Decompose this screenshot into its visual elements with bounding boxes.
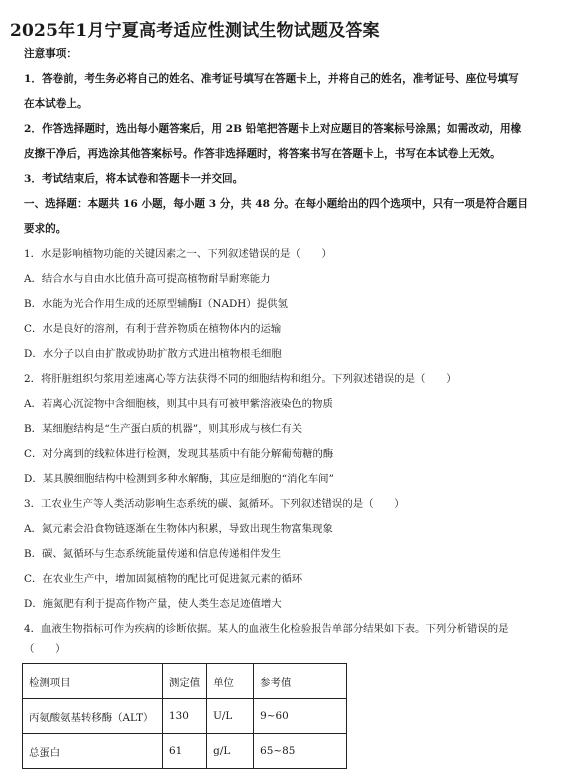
- table-header-cell: 参考值: [254, 664, 347, 699]
- question-1-option-a: A．结合水与自由水比值升高可提高植物耐旱耐寒能力: [24, 273, 271, 285]
- table-header-row: [23, 664, 347, 699]
- table-cell: U/L: [207, 699, 254, 734]
- table-cell: 9~60: [254, 699, 347, 734]
- table-header-cell: 单位: [207, 664, 254, 699]
- table-cell: 61: [163, 734, 207, 769]
- question-2-stem: 2．将肝脏组织匀浆用差速离心等方法获得不同的细胞结构和组分。下列叙述错误的是（ ）: [24, 373, 457, 385]
- notice-heading: 注意事项：: [24, 48, 77, 60]
- question-1-stem: 1．水是影响植物功能的关键因素之一、下列叙述错误的是（ ）: [24, 248, 332, 260]
- question-3-option-c: C．在农业生产中，增加固氮植物的配比可促进氮元素的循环: [24, 573, 303, 585]
- question-3-option-a: A．氮元素会沿食物链逐渐在生物体内积累，导致出现生物富集现象: [24, 523, 333, 535]
- table-header-cell: 检测项目: [23, 664, 163, 699]
- question-3-option-b: B．碳、氮循环与生态系统能量传递和信息传递相伴发生: [24, 548, 282, 560]
- table-cell: g/L: [207, 734, 254, 769]
- notice-item-3: 3．考试结束后，将本试卷和答题卡一并交回。: [24, 173, 244, 185]
- table-row: [23, 699, 347, 734]
- question-2-option-b: B．某细胞结构是“生产蛋白质的机器”，则其形成与核仁有关: [24, 423, 303, 435]
- table-cell: 总蛋白: [23, 734, 163, 769]
- question-1-option-b: B．水能为光合作用生成的还原型辅酶Ⅰ（NADH）提供氢: [24, 298, 288, 310]
- question-2-option-a: A．若离心沉淀物中含细胞核，则其中具有可被甲紫溶液染色的物质: [24, 398, 333, 410]
- section-1-line-2: 要求的。: [24, 223, 67, 235]
- table-cell: 130: [163, 699, 207, 734]
- question-3-stem: 3．工农业生产等人类活动影响生态系统的碳、氮循环。下列叙述错误的是（ ）: [24, 498, 405, 510]
- table-cell: 65~85: [254, 734, 347, 769]
- notice-item-1-line-2: 在本试卷上。: [24, 98, 88, 110]
- question-3-option-d: D．施氮肥有利于提高作物产量，使人类生态足迹值增大: [24, 598, 282, 610]
- notice-item-2-line-2: 皮擦干净后，再选涂其他答案标号。作答非选择题时，将答案书写在答题卡上，书写在本试卷上无效。: [24, 148, 501, 160]
- table-header-cell: 测定值: [163, 664, 207, 699]
- section-1-line-1: 一、选择题：本题共 16 小题，每小题 3 分，共 48 分。在每小题给出的四个选项中，只有一项是符合题目: [24, 198, 528, 210]
- notice-item-1-line-1: 1．答卷前，考生务必将自己的姓名、准考证号填写在答题卡上，并将自己的姓名，准考证号、座位号填写: [24, 73, 519, 85]
- table-cell: 丙氨酸氨基转移酶（ALT）: [23, 699, 163, 734]
- question-1-option-d: D．水分子以自由扩散或协助扩散方式进出植物根毛细胞: [24, 348, 282, 360]
- question-2-option-d: D．某具膜细胞结构中检测到多种水解酶，其应是细胞的“消化车间”: [24, 473, 334, 485]
- question-4-stem-line-1: 4．血液生物指标可作为疾病的诊断依据。某人的血液生化检验报告单部分结果如下表。下列分析错误的是: [24, 623, 509, 635]
- table-row: [23, 734, 347, 769]
- document-title: 2025年1月宁夏高考适应性测试生物试题及答案: [10, 21, 380, 41]
- notice-item-2-line-1: 2．作答选择题时，选出每小题答案后，用 2B 铅笔把答题卡上对应题目的答案标号涂黑；如需改动，用橡: [24, 123, 522, 135]
- question-1-option-c: C．水是良好的溶剂，有利于营养物质在植物体内的运输: [24, 323, 282, 335]
- question-2-option-c: C．对分离到的线粒体进行检测，发现其基质中有能分解葡萄糖的酶: [24, 448, 334, 460]
- question-4-stem-line-2: （ ）: [24, 643, 66, 655]
- blood-test-table: [22, 663, 347, 769]
